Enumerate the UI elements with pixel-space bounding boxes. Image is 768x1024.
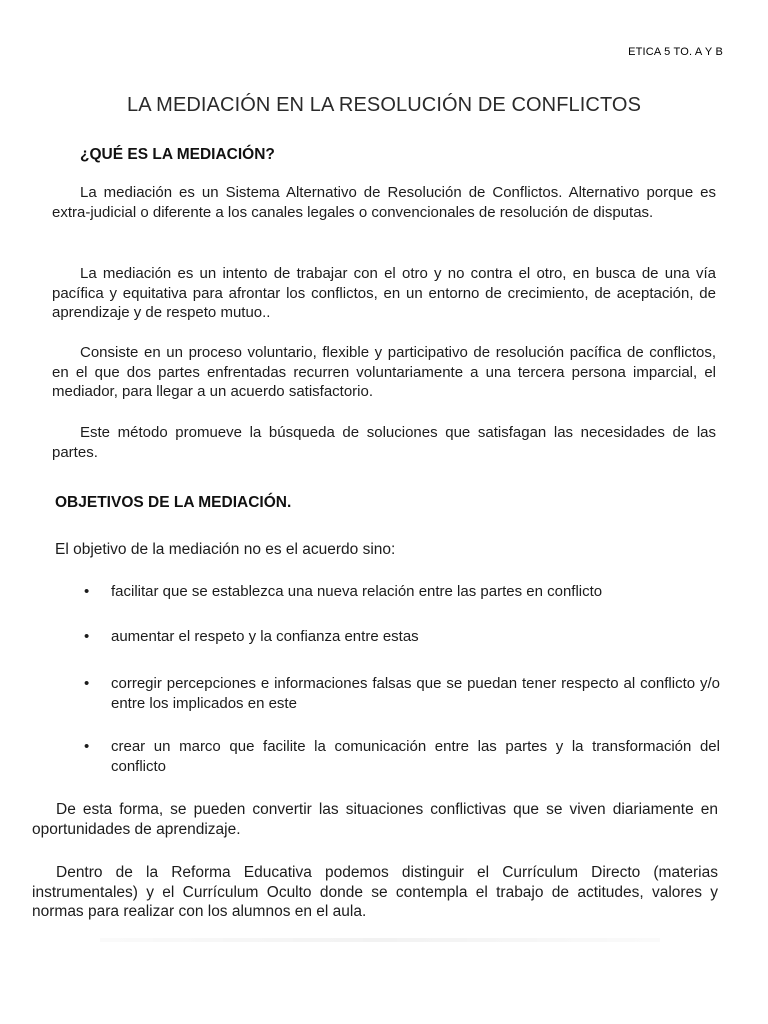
bullet-icon: • (84, 675, 90, 692)
paragraph-intento (52, 264, 716, 323)
paragraph-text: Consiste en un proceso voluntario, flexible y participativo de resolución pacífica de conflictos, en el que dos partes enfrentadas recurren voluntariamente a una tercera persona imparcial, el mediador, para llegar a un acuerdo satisfactorio. (52, 344, 716, 400)
paragraph-reforma (32, 863, 718, 922)
list-item-text: aumentar el respeto y la confianza entre estas (111, 628, 419, 645)
list-item-text: facilitar que se establezca una nueva relación entre las partes en conflicto (111, 583, 603, 600)
paragraph-text: La mediación es un Sistema Alternativo de Resolución de Conflictos. Alternativo porque es extra-judicial o diferente a los canales legales o convencionales de resolución de disputas. (52, 184, 716, 221)
paragraph-metodo (52, 423, 716, 462)
paragraph-de-esta-forma (32, 800, 718, 839)
document-title: LA MEDIACIÓN EN LA RESOLUCIÓN DE CONFLICTOS (126, 94, 642, 116)
paragraph-text: La mediación es un intento de trabajar con el otro y no contra el otro, en busca de una vía pacífica y equitativa para afrontar los conflictos, en un entorno de crecimiento, de aceptación, de aprendizaje y de respeto mutuo.. (52, 265, 716, 321)
bullet-icon: • (84, 738, 90, 755)
section-heading-objetivos: OBJETIVOS DE LA MEDIACIÓN. (55, 494, 292, 511)
paragraph-text: Dentro de la Reforma Educativa podemos distinguir el Currículum Directo (materias instrumentales) y el Currículum Oculto donde se contempla el trabajo de actitudes, valores y normas para realizar con los alumnos en el aula. (32, 864, 718, 920)
paragraph-proceso (52, 343, 716, 402)
paragraph-text: De esta forma, se pueden convertir las situaciones conflictivas que se viven diariamente en oportunidades de aprendizaje. (32, 801, 718, 838)
objectives-intro: El objetivo de la mediación no es el acuerdo sino: (55, 541, 396, 558)
list-item-text: crear un marco que facilite la comunicación entre las partes y la transformación del conflicto (111, 738, 720, 775)
course-tag: ETICA 5 TO. A Y B (628, 46, 723, 58)
list-item-text: corregir percepciones e informaciones falsas que se puedan tener respecto al conflicto y/o entre los implicados en este (111, 675, 720, 712)
bullet-icon: • (84, 628, 90, 645)
scan-artifact (100, 938, 660, 942)
paragraph-definition (52, 183, 716, 222)
bullet-icon: • (84, 583, 90, 600)
section-heading-que-es: ¿QUÉ ES LA MEDIACIÓN? (80, 146, 275, 163)
paragraph-text: Este método promueve la búsqueda de soluciones que satisfagan las necesidades de las partes. (52, 424, 716, 461)
